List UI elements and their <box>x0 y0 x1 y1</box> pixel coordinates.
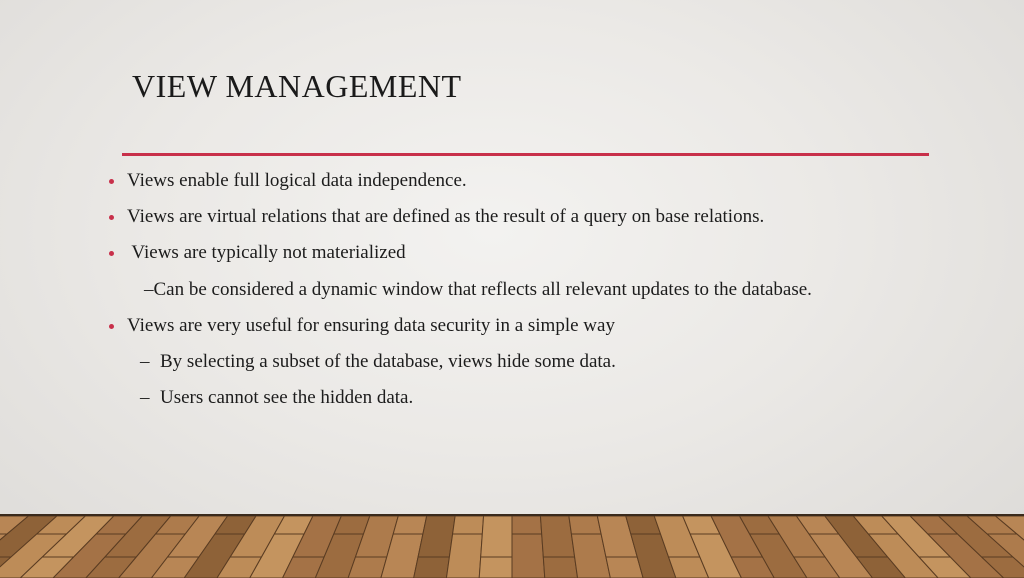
bullet-item: Views are virtual relations that are defined as the result of a query on base relations. <box>127 206 765 227</box>
bullet-icon <box>109 179 114 184</box>
wood-floor-decoration <box>0 514 1024 578</box>
bullet-item: Views are typically not materialized <box>127 242 406 263</box>
floor-plank <box>512 516 545 578</box>
bullet-item: Views enable full logical data independence. <box>127 170 467 191</box>
bullet-icon <box>109 324 114 329</box>
dash-marker: – <box>140 351 150 372</box>
sub-bullet-text: Users cannot see the hidden data. <box>160 387 414 408</box>
bullet-icon <box>109 215 114 220</box>
bullet-item: Views are very useful for ensuring data security in a simple way <box>127 315 615 336</box>
dash-marker: – <box>140 387 150 408</box>
sub-bullet-item <box>144 278 812 302</box>
title-underline <box>122 153 929 156</box>
dash-marker: – <box>144 279 154 300</box>
floor-plank <box>479 516 512 578</box>
sub-bullet-text: Can be considered a dynamic window that reflects all relevant updates to the database. <box>153 279 812 300</box>
slide-title: VIEW MANAGEMENT <box>132 68 462 104</box>
sub-bullet-item <box>140 350 616 374</box>
bullet-icon <box>109 251 114 256</box>
sub-bullet-item <box>140 386 413 410</box>
wood-planks-graphic <box>0 516 1024 578</box>
sub-bullet-text: By selecting a subset of the database, views hide some data. <box>160 351 616 372</box>
